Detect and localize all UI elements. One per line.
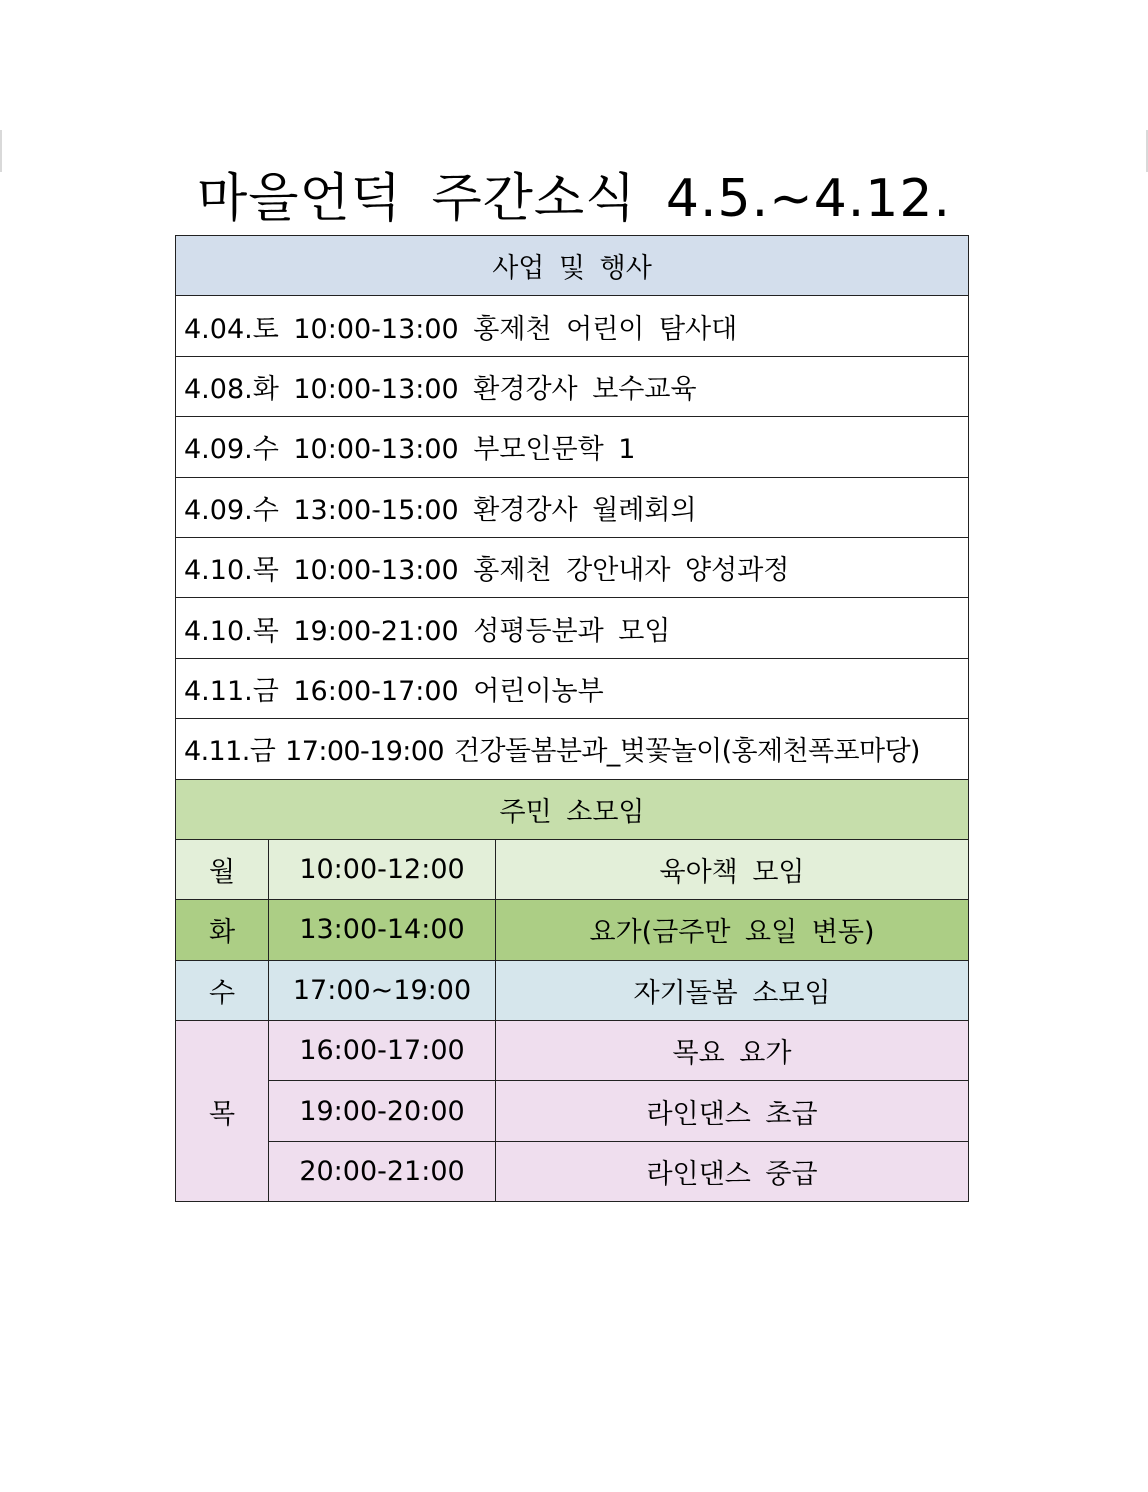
event-item: 4.11.금 16:00-17:00 어린이농부 [176,658,969,718]
weekly-schedule-table [175,235,969,1202]
events-header: 사업 및 행사 [176,236,969,296]
event-item: 4.04.토 10:00-13:00 홍제천 어린이 탐사대 [176,296,969,356]
group-time: 16:00-17:00 [269,1021,496,1081]
group-row-thu [176,1021,969,1081]
group-day: 화 [176,900,269,960]
group-day: 월 [176,839,269,899]
group-row-wed [176,960,969,1020]
event-item: 4.09.수 10:00-13:00 부모인문학 1 [176,417,969,477]
group-row-mon [176,839,969,899]
event-row [176,356,969,416]
event-row [176,598,969,658]
event-item: 4.09.수 13:00-15:00 환경강사 월례회의 [176,477,969,537]
group-name: 육아책 모임 [496,839,969,899]
group-time: 10:00-12:00 [269,839,496,899]
group-name: 라인댄스 초급 [496,1081,969,1141]
group-time: 20:00-21:00 [269,1141,496,1201]
group-time: 19:00-20:00 [269,1081,496,1141]
group-name: 라인댄스 중급 [496,1141,969,1201]
groups-header-row [176,779,969,839]
group-name: 목요 요가 [496,1021,969,1081]
event-item: 4.11.금 17:00-19:00 건강돌봄분과_벚꽃놀이(홍제천폭포마당) [176,719,969,779]
group-name: 자기돌봄 소모임 [496,960,969,1020]
group-time: 17:00~19:00 [269,960,496,1020]
event-item: 4.08.화 10:00-13:00 환경강사 보수교육 [176,356,969,416]
group-name: 요가(금주만 요일 변동) [496,900,969,960]
page-title: 마을언덕 주간소식 4.5.~4.12. [196,169,952,229]
event-row [176,719,969,779]
event-row [176,417,969,477]
event-item: 4.10.목 19:00-21:00 성평등분과 모임 [176,598,969,658]
event-row [176,296,969,356]
group-time: 13:00-14:00 [269,900,496,960]
event-row [176,537,969,597]
group-row-tue [176,900,969,960]
groups-header: 주민 소모임 [176,779,969,839]
events-header-row [176,236,969,296]
group-row-thu [176,1141,969,1201]
event-row [176,477,969,537]
event-item: 4.10.목 10:00-13:00 홍제천 강안내자 양성과정 [176,537,969,597]
group-day: 목 [176,1021,269,1202]
group-day: 수 [176,960,269,1020]
group-row-thu [176,1081,969,1141]
event-row [176,658,969,718]
